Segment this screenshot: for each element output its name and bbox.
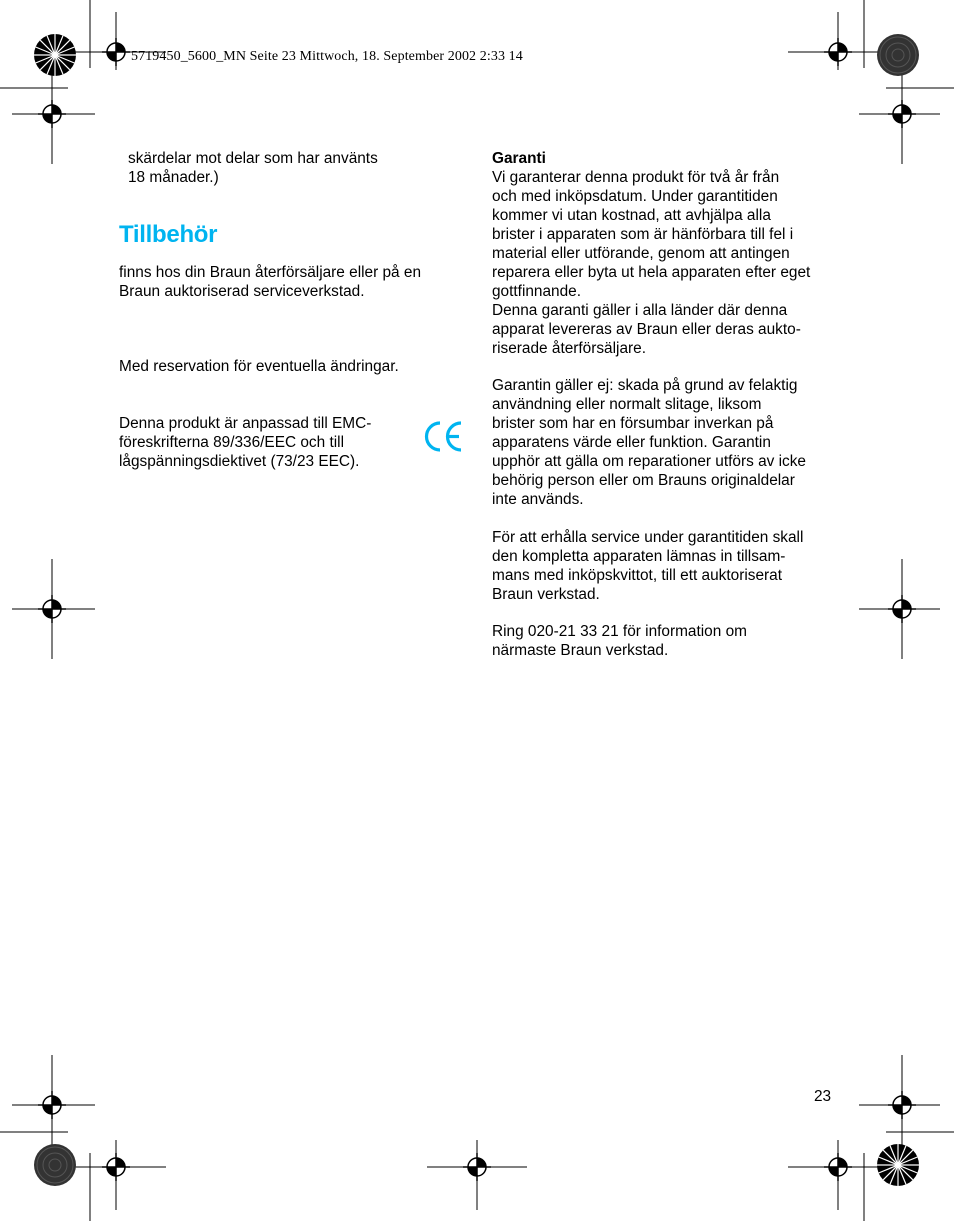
page-number: 23 (814, 1088, 832, 1105)
ce-mark-icon (421, 418, 465, 455)
reservation-text: Med reservation för eventuella ändringar. (119, 358, 399, 375)
accessories-heading: Tillbehör (119, 221, 218, 248)
print-slug-line: 5719450_5600_MN Seite 23 Mittwoch, 18. September 2002 2:33 14 (131, 49, 523, 64)
warranty-paragraph-1: Vi garanterar denna produkt för två år från och med inköpsdatum. Under garantitiden kommer vi utan kostnad, att avhjälpa alla brister i apparaten som är hänförbara till fel i material eller utförande, genom att antingen reparera eller byta ut hela apparaten efter eget gottfinnande. Denna garanti gäller i alla länder där denna apparat levereras av Braun eller deras aukto- riserade återförsäljare. (492, 169, 811, 357)
warranty-heading: Garanti (492, 150, 546, 167)
emc-compliance-text: Denna produkt är anpassad till EMC- föreskrifterna 89/336/EEC och till lågspänningsdiektivet (73/23 EEC). (119, 415, 372, 470)
warranty-paragraph-2: Garantin gäller ej: skada på grund av felaktig användning eller normalt slitage, liksom brister som har en försumbar inverkan på apparatens värde eller funktion. Garantin upphör att gälla om reparationer utförs av icke behörig person eller om Brauns originaldelar inte används. (492, 377, 806, 508)
continuation-text: skärdelar mot delar som har använts 18 månader.) (128, 150, 378, 186)
accessories-text: finns hos din Braun återförsäljare eller på en Braun auktoriserad serviceverkstad. (119, 264, 422, 300)
warranty-paragraph-4: Ring 020-21 33 21 för information om närmaste Braun verkstad. (492, 623, 747, 659)
warranty-paragraph-3: För att erhålla service under garantitiden skall den kompletta apparaten lämnas in tillsam- mans med inköpskvittot, till ett auktoriserat Braun verkstad. (492, 529, 804, 603)
